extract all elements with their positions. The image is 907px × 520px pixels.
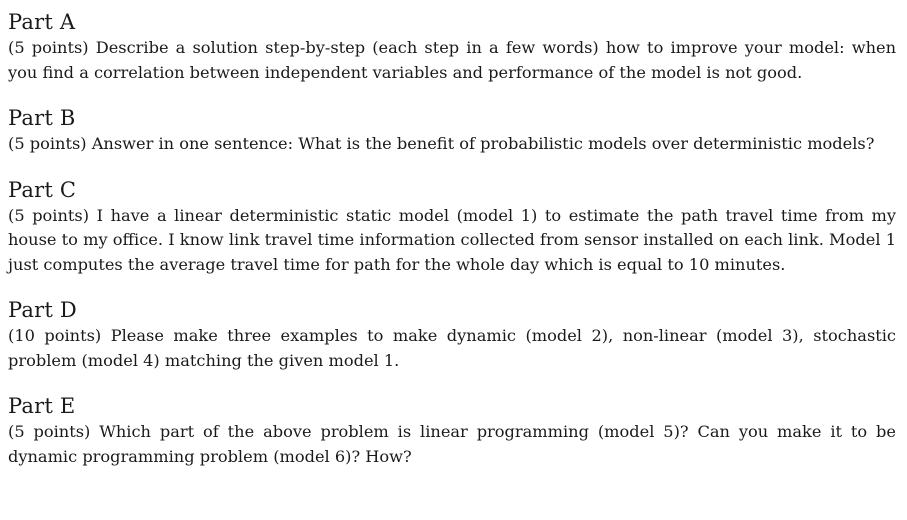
- part-b-heading: Part B: [8, 106, 76, 130]
- part-e-section: [8, 392, 896, 469]
- document-page: [8, 8, 896, 469]
- part-d-section: [8, 296, 896, 373]
- part-e-text: (5 points) Which part of the above problem is linear programming (model 5)? Can you make it to be dynamic programming problem (model 6)? How?: [8, 422, 896, 466]
- part-b-text: (5 points) Answer in one sentence: What is the benefit of probabilistic models over deterministic models?: [8, 134, 875, 153]
- part-a-section: [8, 8, 896, 85]
- part-c-heading: Part C: [8, 177, 77, 202]
- part-c-section: [8, 176, 896, 278]
- part-e-heading: Part E: [8, 394, 76, 418]
- part-c-text: (5 points) I have a linear deterministic static model (model 1) to estimate the path travel time from my house to my office. I know link travel time information collected from sensor installed on each link. Model 1 just computes the average travel time for path for the whole day which is equal to 10 minutes.: [8, 205, 896, 274]
- part-b-section: [8, 104, 896, 157]
- part-d-heading: Part D: [8, 298, 77, 322]
- part-d-text: (10 points) Please make three examples to make dynamic (model 2), non-linear (model 3), stochastic problem (model 4) matching the given model 1.: [8, 326, 896, 370]
- part-a-heading: Part A: [8, 10, 76, 34]
- part-a-text: (5 points) Describe a solution step-by-step (each step in a few words) how to improve your model: when you find a correlation between independent variables and performance of the model is not good.: [8, 38, 896, 82]
